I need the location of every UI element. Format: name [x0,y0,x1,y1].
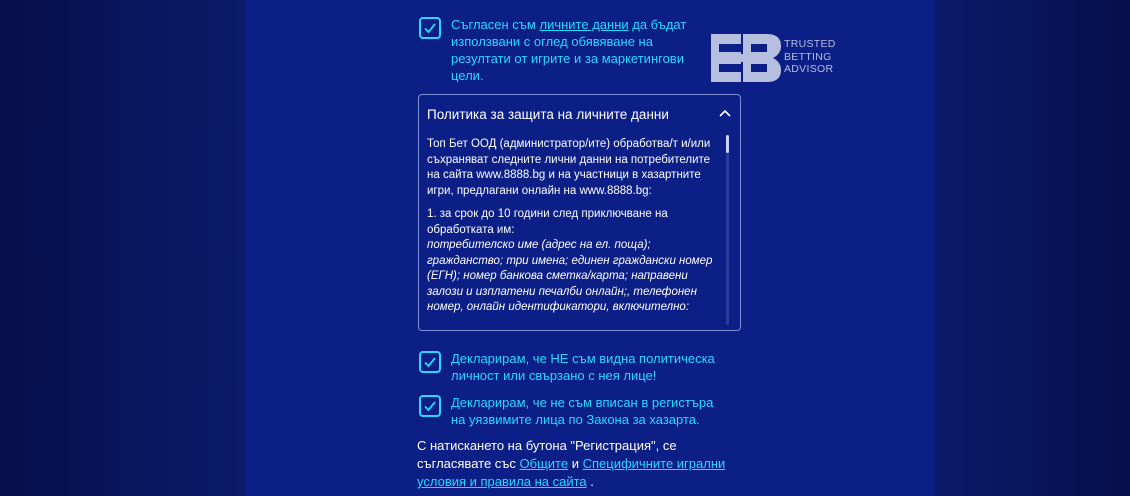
general-terms-link[interactable]: Общите [519,456,569,471]
trusted-betting-advisor-logo [711,34,781,82]
personal-data-link[interactable]: личните данни [539,17,629,32]
personal-data-consent-checkbox[interactable] [419,17,441,39]
vulnerable-register-checkbox[interactable] [419,395,441,417]
checkmark-icon [423,355,437,369]
terms-notice: С натискането на бутона "Регистрация", се съгласявате със Общите и Специфичните игрални условия и правила на сайта . [417,438,726,489]
privacy-policy-title: Политика за защита на личните данни [427,107,669,122]
background-right [935,0,1130,496]
vulnerable-register-label: Декларирам, че не съм вписан в регистъра на уязвимите лица по Закона за хазарта. [451,395,714,427]
privacy-policy-accordion[interactable] [418,94,741,331]
privacy-policy-text: Топ Бет ООД (администратор/ите) обработва/т и/или съхраняват следните лични данни на потребителите на сайта www.8888.bg и на участници в хазартните игри, предлагани онлайн на www.8888.bg: 1. за срок до 10 години след приключване на обработката им: потребителско име (адрес на ел. поща); гражданство; три имена; единен граждански номер (ЕГН); номер банкова сметка/карта; направени залози и изплатени печалби онлайн;, телефонен номер, онлайн идентификатори, включително: [427,138,713,313]
checkmark-icon [423,21,437,35]
politically-exposed-label: Декларирам, че НЕ съм видна политическа личност или свързано с нея лице! [451,351,715,383]
politically-exposed-checkbox[interactable] [419,351,441,373]
policy-scrollbar-thumb[interactable] [726,135,729,153]
policy-scrollbar[interactable] [726,135,729,325]
trusted-betting-advisor-text: TRUSTED BETTING ADVISOR [784,38,836,75]
personal-data-consent-label: Съгласен съм личните данни да бъдат използвани с оглед обявяване на резултати от игрите и за маркетингови цели. [451,17,687,83]
specific-terms-link-cont[interactable]: условия и правила на сайта [417,474,587,489]
checkmark-icon [423,399,437,413]
specific-terms-link[interactable]: Специфичните игрални [582,456,726,471]
background-left [0,0,245,496]
chevron-up-icon[interactable] [718,108,732,118]
